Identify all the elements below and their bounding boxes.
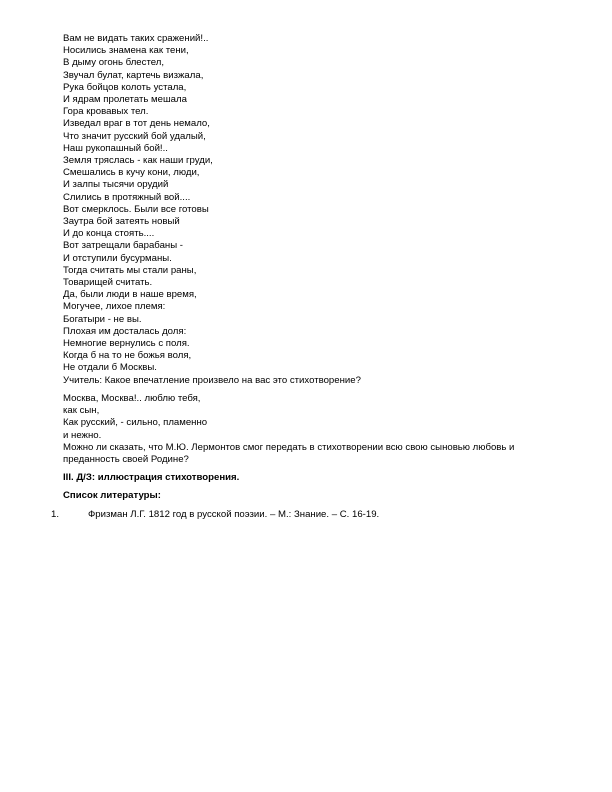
poem-line: Заутра бой затеять новый	[63, 216, 180, 228]
poem-line: Да, были люди в наше время,	[63, 289, 197, 301]
poem-line: Как русский, - сильно, пламенно	[63, 417, 208, 429]
poem-line: Что значит русский бой удалый,	[63, 130, 206, 142]
poem-line: В дыму огонь блестел,	[63, 57, 165, 69]
poem-borodino	[63, 33, 563, 375]
poem-line: Смешались в кучу кони, люди,	[63, 167, 200, 179]
references-list	[51, 508, 563, 521]
poem-line: Звучал булат, картечь визжала,	[63, 69, 204, 81]
poem-line: Немногие вернулись с поля.	[63, 338, 190, 350]
poem-line: Тогда считать мы стали раны,	[63, 264, 197, 276]
discussion-question-line-1: Можно ли сказать, что М.Ю. Лермонтов смог передать в стихотворении всю свою сыновью любовь и	[63, 441, 515, 453]
poem-line: И залпы тысячи орудий	[63, 179, 169, 191]
poem-line: Москва, Москва!.. люблю тебя,	[63, 392, 201, 404]
teacher-question: Учитель: Какое впечатление произвело на вас это стихотворение?	[63, 374, 361, 386]
poem-line: Изведал враг в тот день немало,	[63, 118, 210, 130]
poem-line: и нежно.	[63, 429, 102, 441]
poem-line: Товарищей считать.	[63, 277, 153, 289]
poem-line: как сын,	[63, 405, 100, 417]
reference-number: 1.	[51, 508, 60, 520]
document-page	[51, 33, 563, 521]
poem-line: Носились знамена как тени,	[63, 45, 189, 57]
reference-item	[51, 508, 563, 521]
poem-line: Не отдали б Москвы.	[63, 362, 157, 374]
poem-line: Земля тряслась - как наши груди,	[63, 155, 213, 167]
poem-line: И ядрам пролетать мешала	[63, 94, 187, 106]
homework-heading: III. Д/З: иллюстрация стихотворения.	[63, 472, 240, 484]
poem-moscow	[63, 393, 563, 442]
poem-line: Могучее, лихое племя:	[63, 301, 166, 313]
poem-line: Когда б на то не божья воля,	[63, 350, 192, 362]
poem-line: Наш рукопашный бой!..	[63, 142, 168, 154]
poem-line: Гора кровавых тел.	[63, 106, 149, 118]
poem-line: Богатыри - не вы.	[63, 313, 142, 325]
poem-line: Вот смерклось. Были все готовы	[63, 203, 209, 215]
poem-line: Рука бойцов колоть устала,	[63, 81, 187, 93]
references-title: Список литературы:	[63, 490, 161, 502]
poem-line: И до конца стоять....	[63, 228, 155, 240]
poem-line: И отступили бусурманы.	[63, 252, 172, 264]
reference-text: Фризман Л.Г. 1812 год в русской поэзии. – М.: Знание. – С. 16-19.	[88, 508, 380, 520]
discussion-question-line-2: преданность своей Родине?	[63, 453, 189, 465]
poem-line: Вам не видать таких сражений!..	[63, 33, 209, 44]
poem-line: Слились в протяжный вой....	[63, 191, 191, 203]
poem-line: Вот затрещали барабаны -	[63, 240, 183, 252]
poem-line: Плохая им досталась доля:	[63, 325, 187, 337]
